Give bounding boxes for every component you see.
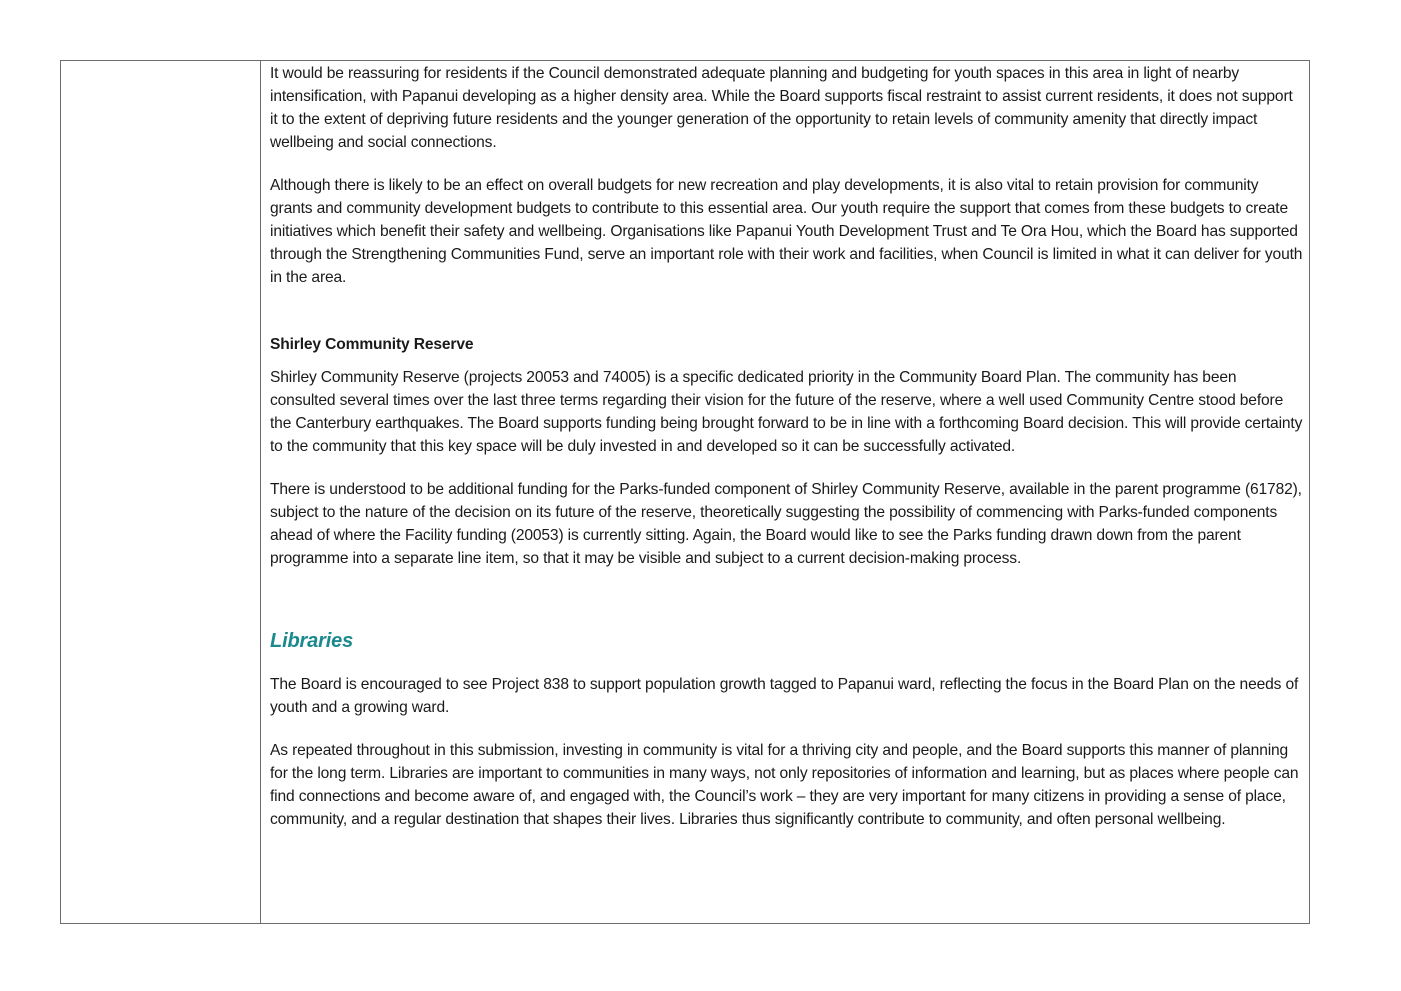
shirley-paragraph-1: Shirley Community Reserve (projects 20053 and 74005) is a specific dedicated priority in the Community Board Plan. The community has been consulted several times over the last three terms regarding their vision for the future of the reserve, where a well used Community Centre stood before the Canterbury earthquakes. The Board supports funding being brought forward to be in line with a forthcoming Board decision. This will provide certainty to the community that this key space will be duly invested in and developed so it can be successfully activated. [270,369,1303,455]
libraries-paragraph-1: The Board is encouraged to see Project 838 to support population growth tagged to Papanui ward, reflecting the focus in the Board Plan on the needs of youth and a growing ward. [270,676,1299,716]
table-left-column [61,61,261,923]
submission-table [60,60,1310,924]
table-right-column [261,61,1309,923]
intro-paragraph-1: It would be reassuring for residents if the Council demonstrated adequate planning and budgeting for youth spaces in this area in light of nearby intensification, with Papanui developing as a higher density area. While the Board supports fiscal restraint to assist current residents, it does not support it to the extent of depriving future residents and the younger generation of the opportunity to retain levels of community amenity that directly impact wellbeing and social connections. [270,65,1293,151]
shirley-paragraph-2: There is understood to be additional funding for the Parks-funded component of Shirley Community Reserve, available in the parent programme (61782), subject to the nature of the decision on its future of the reserve, theoretically suggesting the possibility of commencing with Parks-funded components ahead of where the Facility funding (20053) is currently sitting. Again, the Board would like to see the Parks funding drawn down from the parent programme into a separate line item, so that it may be visible and subject to a current decision-making process. [270,481,1302,567]
intro-paragraph-2: Although there is likely to be an effect on overall budgets for new recreation and play developments, it is also vital to retain provision for community grants and community development budgets to contribute to this essential area. Our youth require the support that comes from these budgets to create initiatives which benefit their safety and wellbeing. Organisations like Papanui Youth Development Trust and Te Ora Hou, which the Board has supported through the Strengthening Communities Fund, serve an important role with their work and facilities, when Council is limited in what it can deliver for youth in the area. [270,177,1303,286]
libraries-heading: Libraries [270,630,354,652]
shirley-heading: Shirley Community Reserve [270,336,474,353]
libraries-paragraph-2: As repeated throughout in this submission, investing in community is vital for a thriving city and people, and the Board supports this manner of planning for the long term. Libraries are important to communities in many ways, not only repositories of information and learning, but as places where people can find connections and become aware of, and engaged with, the Council’s work – they are very important for many citizens in providing a sense of place, community, and a regular destination that shapes their lives. Libraries thus significantly contribute to community, and often personal wellbeing. [270,742,1299,828]
